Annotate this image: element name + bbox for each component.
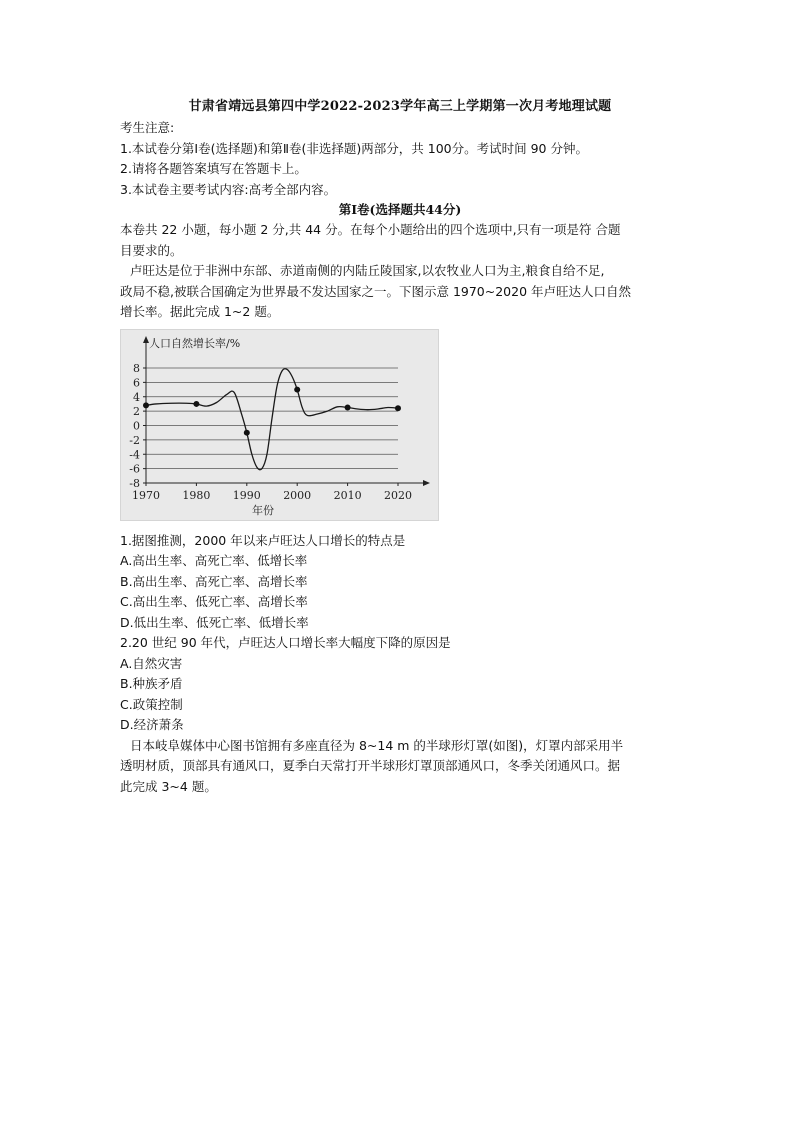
chart-x-axis-label: 年份	[252, 503, 274, 517]
exam-title: 甘肃省靖远县第四中学2022-2023学年高三上学期第一次月考地理试题	[188, 99, 612, 114]
passage1-line-1: 卢旺达是位于非洲中东部、赤道南侧的内陆丘陵国家,以农牧业人口为主,粮食自给不足,	[130, 263, 605, 278]
notice-item-1: 1.本试卷分第Ⅰ卷(选择题)和第Ⅱ卷(非选择题)两部分，共 100分。考试时间 90 分钟。	[120, 140, 588, 156]
section-intro-line-1: 本卷共 22 小题，每小题 2 分,共 44 分。在每个小题给出的四个选项中,只有一项是符 合题	[120, 222, 621, 237]
chart-y-tick-label: 8	[133, 361, 140, 375]
chart-data-point	[244, 429, 250, 435]
chart-y-tick-label: 4	[133, 390, 140, 404]
passage2-line-1: 日本岐阜媒体中心图书馆拥有多座直径为 8~14 m 的半球形灯罩(如图)，灯罩内部采用半	[130, 737, 624, 753]
chart-y-tick-label: -8	[129, 476, 140, 490]
question-2-option-a: A.自然灾害	[120, 655, 183, 671]
chart-x-tick-label: 1970	[132, 488, 160, 502]
chart-y-tick-label: -6	[129, 462, 140, 476]
passage1-line-2: 政局不稳,被联合国确定为世界最不发达国家之一。下图示意 1970~2020 年卢旺达人口自然	[120, 283, 632, 299]
chart-y-tick-label: 6	[133, 375, 140, 389]
question-1-option-b: B.高出生率、高死亡率、高增长率	[120, 573, 308, 589]
chart-svg	[121, 330, 438, 520]
question-2-stem: 2.20 世纪 90 年代，卢旺达人口增长率大幅度下降的原因是	[120, 635, 451, 650]
chart-x-tick-label: 1990	[232, 488, 261, 502]
passage2-line-3: 此完成 3~4 题。	[120, 778, 217, 794]
section-intro-line-2: 目要求的。	[120, 242, 183, 258]
chart-x-tick-label: 2020	[384, 488, 412, 502]
notice-item-2: 2.请将各题答案填写在答题卡上。	[120, 161, 307, 176]
section-title: 第Ⅰ卷(选择题共44分)	[338, 202, 462, 217]
chart-y-tick-label: 0	[133, 419, 140, 432]
notice-item-3: 3.本试卷主要考试内容:高考全部内容。	[120, 181, 337, 197]
passage2-line-2: 透明材质，顶部具有通风口，夏季白天常打开半球形灯罩顶部通风口，冬季关闭通风口。据	[120, 758, 621, 773]
chart-data-point	[193, 400, 199, 406]
chart-x-tick-label: 1980	[182, 488, 211, 502]
chart-y-tick-label: -4	[129, 447, 140, 461]
chart-data-point	[294, 386, 300, 392]
exam-page	[120, 98, 680, 797]
question-2-option-b: B.种族矛盾	[120, 676, 183, 691]
chart-y-axis-label: 人口自然增长率/%	[149, 336, 241, 350]
notice-heading: 考生注意:	[120, 120, 175, 135]
chart-data-point	[143, 402, 149, 408]
chart-y-tick-label: 2	[133, 404, 140, 418]
chart-x-axis-arrow	[423, 480, 430, 486]
question-1-option-c: C.高出生率、低死亡率、高增长率	[120, 594, 308, 609]
chart-data-point	[395, 405, 401, 411]
chart-x-tick-label: 2000	[283, 488, 312, 502]
passage1-line-3: 增长率。据此完成 1~2 题。	[120, 304, 280, 319]
question-1-stem: 1.据图推测，2000 年以来卢旺达人口增长的特点是	[120, 532, 406, 548]
chart-data-point	[345, 404, 351, 410]
population-growth-chart	[120, 329, 439, 521]
chart-x-tick-label: 2010	[333, 488, 362, 502]
question-1-option-a: A.高出生率、高死亡率、低增长率	[120, 553, 308, 568]
question-2-option-c: C.政策控制	[120, 696, 183, 712]
question-2-option-d: D.经济萧条	[120, 717, 184, 732]
chart-grid	[146, 368, 398, 483]
chart-y-tick-label: -2	[129, 433, 140, 447]
question-1-option-d: D.低出生率、低死亡率、低增长率	[120, 614, 309, 630]
